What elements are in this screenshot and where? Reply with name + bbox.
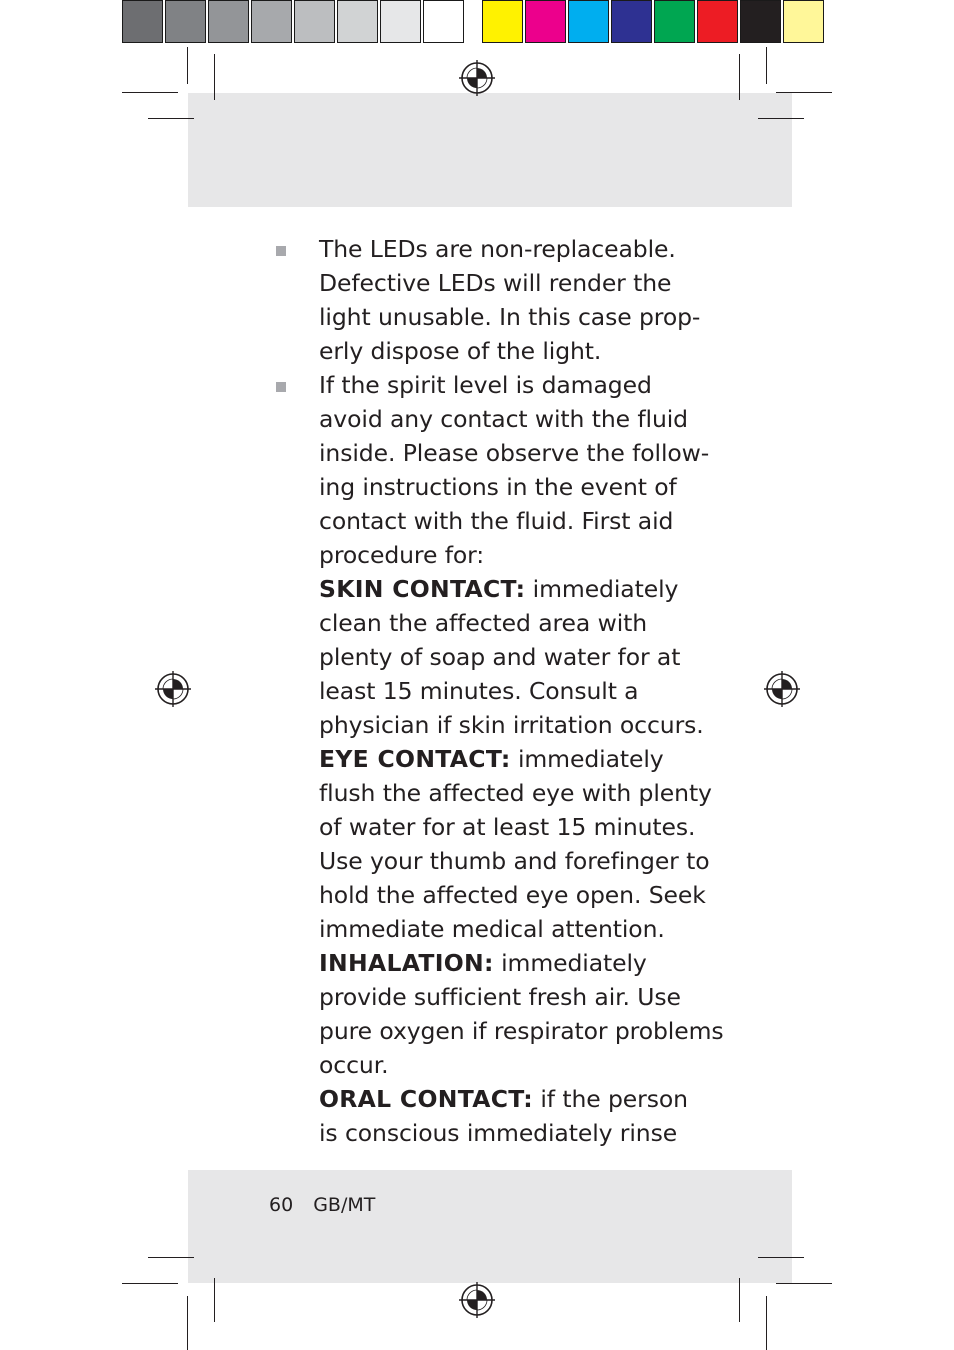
text-line: immediately	[525, 575, 679, 603]
square-bullet-icon	[276, 382, 286, 392]
text-line: flush the affected eye with plenty	[319, 779, 712, 807]
text-line: immediately	[493, 949, 647, 977]
registration-mark-icon	[459, 1282, 495, 1318]
first-aid-label: SKIN CONTACT:	[319, 575, 526, 603]
gray-swatch	[122, 0, 163, 43]
text-line: Defective LEDs will render the	[319, 269, 672, 297]
text-line: immediate medical attention.	[319, 915, 665, 943]
gray-swatch	[251, 0, 292, 43]
color-swatch	[654, 0, 695, 43]
text-line: if the person	[533, 1085, 688, 1113]
first-aid-skin-contact	[274, 572, 704, 742]
text-line: erly dispose of the light.	[319, 337, 602, 365]
first-aid-label: EYE CONTACT:	[319, 745, 511, 773]
text-line: The LEDs are non-replaceable.	[319, 235, 676, 263]
bullet-item-leds	[274, 232, 701, 368]
registration-mark-icon	[155, 671, 191, 707]
text-line: immediately	[510, 745, 664, 773]
color-swatch	[783, 0, 824, 43]
gray-swatch	[165, 0, 206, 43]
text-line: contact with the fluid. First aid	[319, 507, 674, 535]
language-code: GB/MT	[313, 1194, 376, 1216]
color-swatch	[482, 0, 523, 43]
text-line: ing instructions in the event of	[319, 473, 677, 501]
grayscale-calibration-bar	[122, 0, 466, 45]
first-aid-label: INHALATION:	[319, 949, 494, 977]
page-number: 60	[269, 1194, 294, 1216]
registration-mark-icon	[459, 60, 495, 96]
text-line: light unusable. In this case prop-	[319, 303, 701, 331]
color-swatch	[697, 0, 738, 43]
square-bullet-icon	[276, 246, 286, 256]
text-line: is conscious immediately rinse	[319, 1119, 678, 1147]
header-band	[188, 93, 792, 207]
text-line: of water for at least 15 minutes.	[319, 813, 696, 841]
gray-swatch	[337, 0, 378, 43]
color-swatch	[525, 0, 566, 43]
text-line: clean the affected area with	[319, 609, 648, 637]
first-aid-label: ORAL CONTACT:	[319, 1085, 533, 1113]
first-aid-oral-contact	[274, 1082, 694, 1150]
text-line: avoid any contact with the fluid	[319, 405, 688, 433]
bullet-item-spirit-level	[274, 368, 710, 572]
text-line: inside. Please observe the follow-	[319, 439, 710, 467]
gray-swatch	[294, 0, 335, 43]
text-line: least 15 minutes. Consult a	[319, 677, 639, 705]
text-line: Use your thumb and forefinger to	[319, 847, 710, 875]
text-line: occur.	[319, 1051, 389, 1079]
color-calibration-bar	[482, 0, 826, 45]
gray-swatch	[380, 0, 421, 43]
text-line: hold the affected eye open. Seek	[319, 881, 706, 909]
text-line: pure oxygen if respirator problems	[319, 1017, 724, 1045]
color-swatch	[568, 0, 609, 43]
color-swatch	[740, 0, 781, 43]
gray-swatch	[208, 0, 249, 43]
text-line: procedure for:	[319, 541, 485, 569]
gray-swatch	[423, 0, 464, 43]
first-aid-inhalation	[274, 946, 724, 1082]
text-line: physician if skin irritation occurs.	[319, 711, 704, 739]
text-line: If the spirit level is damaged	[319, 371, 652, 399]
first-aid-eye-contact	[274, 742, 712, 946]
safety-instructions	[274, 232, 724, 1150]
registration-mark-icon	[764, 671, 800, 707]
footer-band	[188, 1170, 792, 1283]
page-footer	[269, 1192, 375, 1218]
text-line: plenty of soap and water for at	[319, 643, 681, 671]
text-line: provide sufficient fresh air. Use	[319, 983, 681, 1011]
color-swatch	[611, 0, 652, 43]
